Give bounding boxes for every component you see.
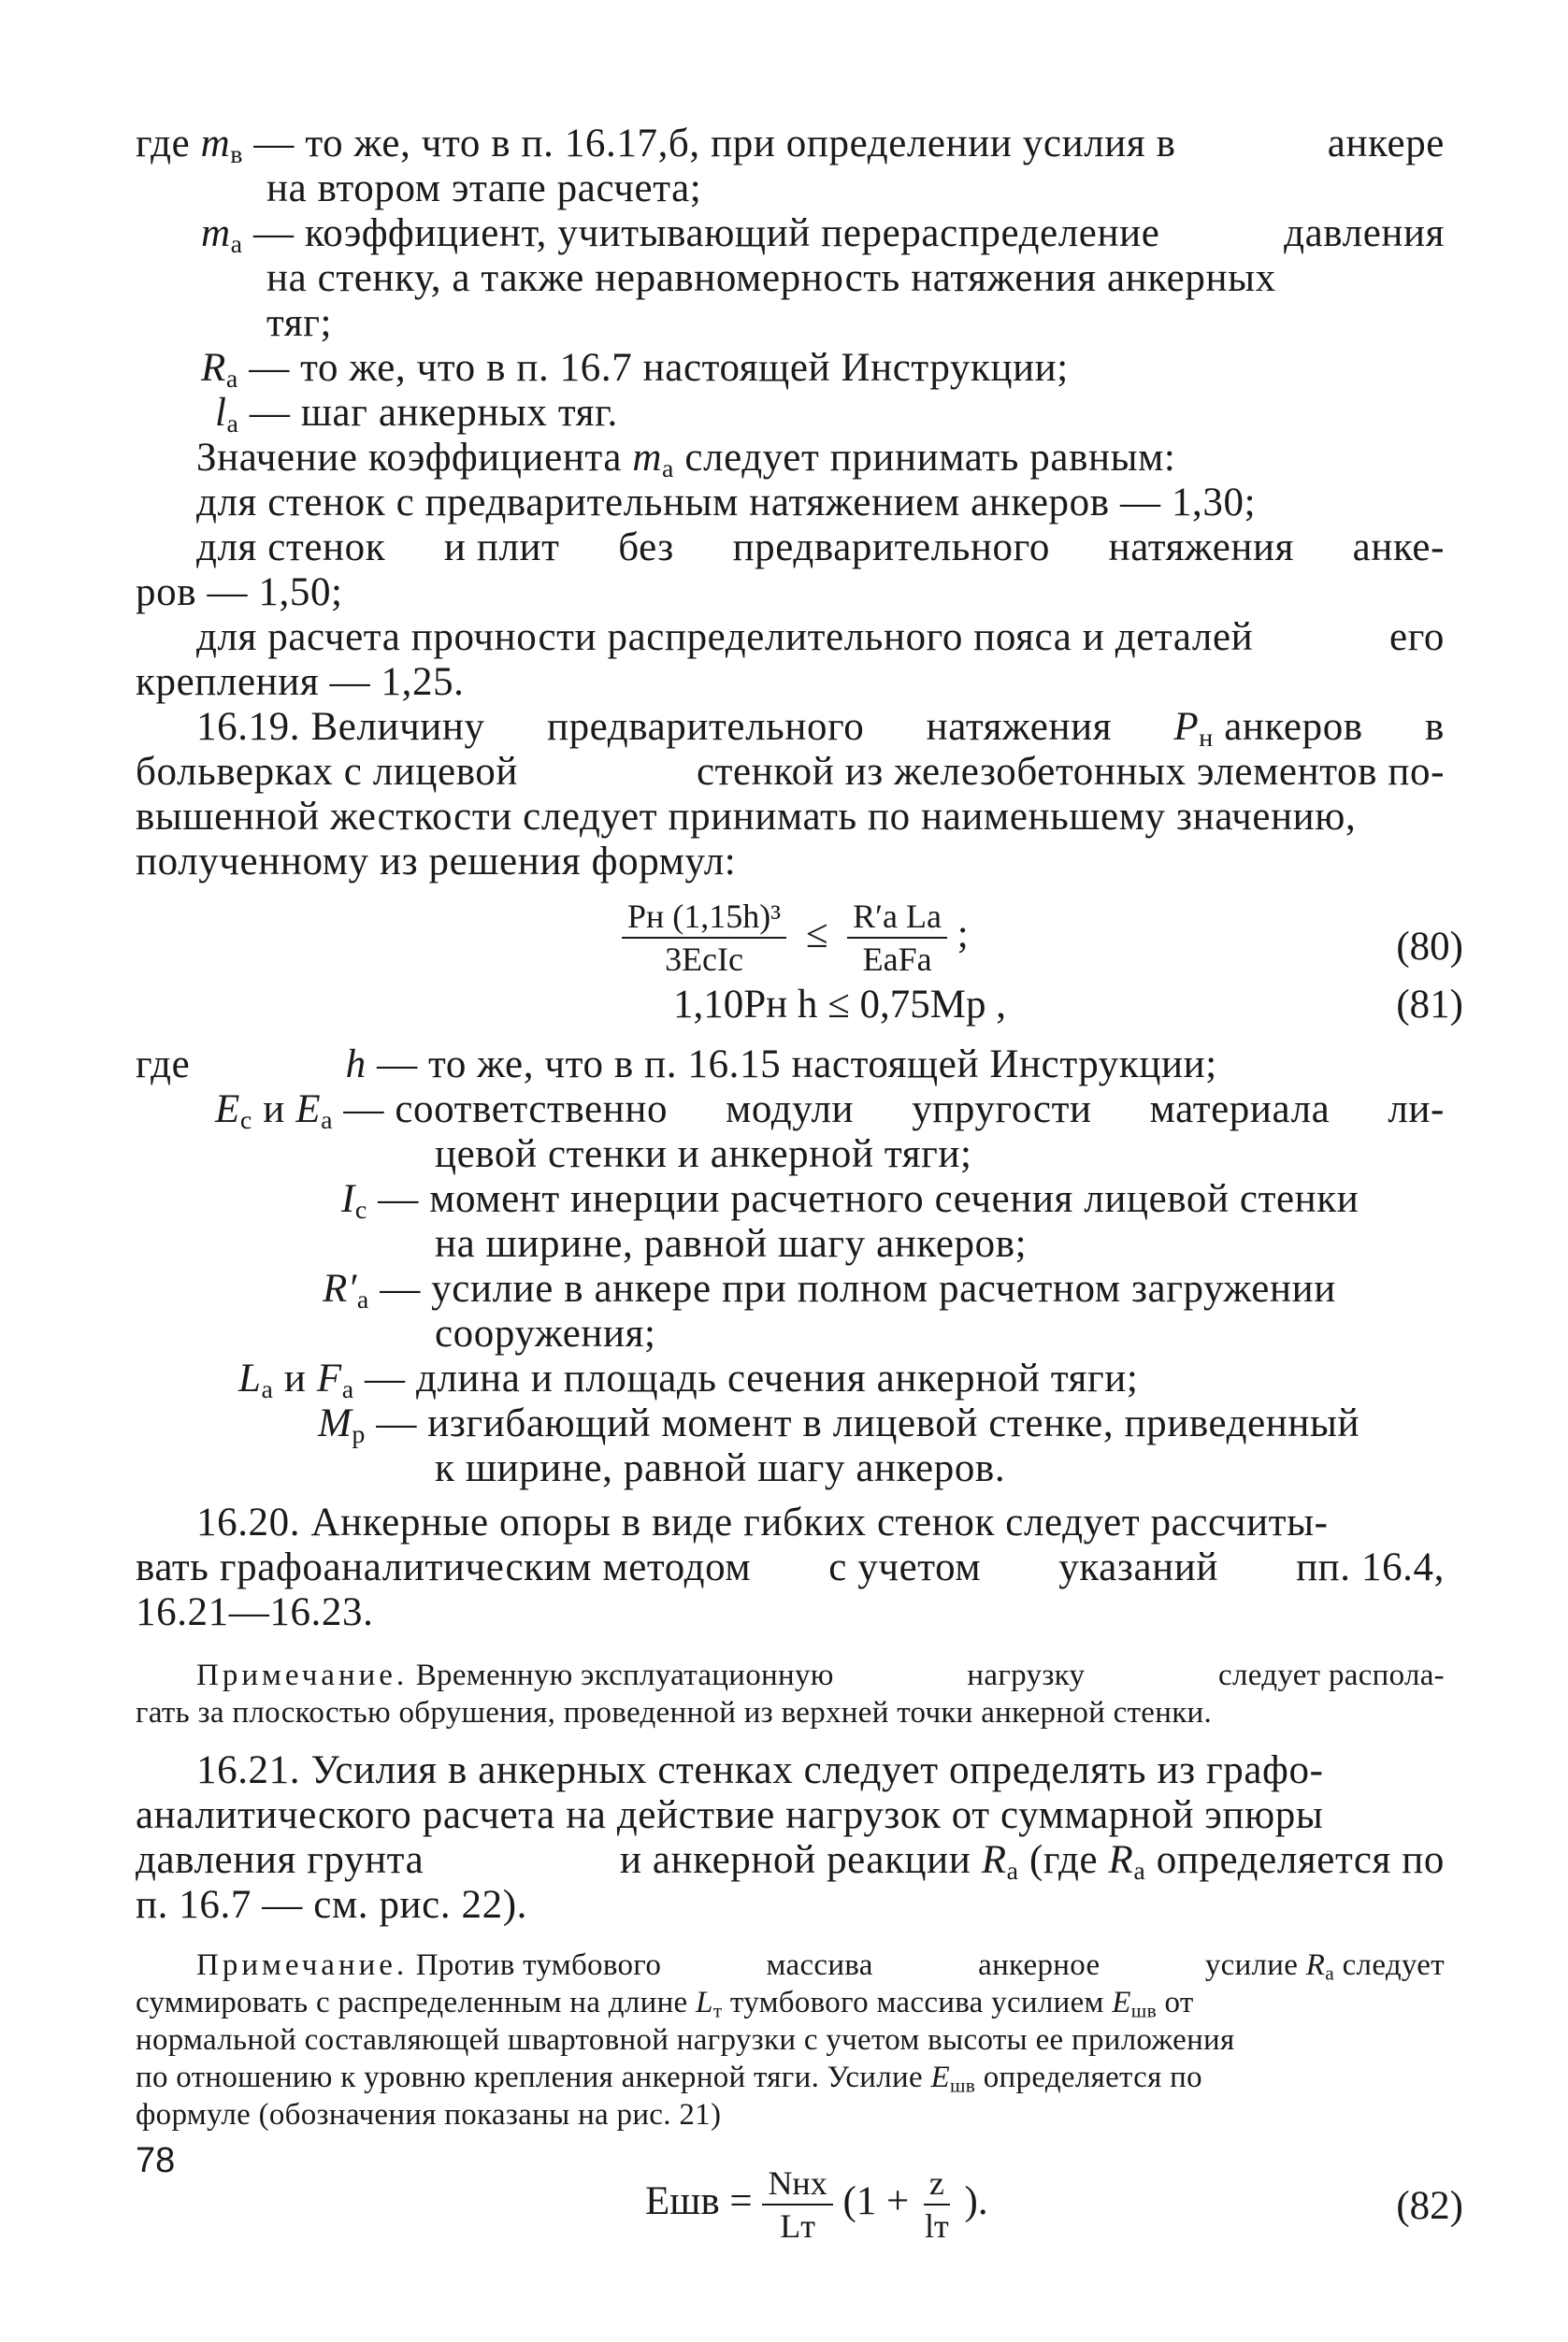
note2-label: Примечание. [196,1948,409,1982]
eq82-paren-close: ). [964,2178,988,2223]
defs1-line-2: на втором этапе расчета; [266,166,702,210]
defs1-line-4: на стенку, а также неравномерность натяжения анкерных [266,256,1276,300]
note2-line-4: по отношению к уровню крепления анкерной тяги. Усилие $E_{шв}$ определяется по [136,2061,1202,2097]
defs2-line-1: где h — то же, что в п. 16.15 настоящей Инструкции; [136,1042,1217,1086]
defs2-line-3: цевой стенки и анкерной тяги; [435,1132,972,1176]
defs2-line-4: $I_c$ — момент инерции расчетного сечения лицевой стенки [341,1177,1359,1225]
defs2-line-2: $E_c$ и $E_а$ — соответственно модули упругости материала ли- [215,1087,1445,1135]
eq80-num: Pн (1,15h)³ [622,898,786,939]
eq82-den2: lт [925,2207,949,2245]
note1-label: Примечание. [196,1659,409,1692]
eq82-fraction-2 [919,2164,955,2245]
eq82-paren-open: (1 + [842,2178,910,2223]
coef-line-3: для стенок и плит без предварительного натяжения анке- [196,525,1445,569]
eq80-fraction-left [622,898,786,978]
p1619-line-4: полученному из решения формул: [136,840,737,884]
eq82-fraction-1 [762,2164,832,2245]
eq80-relation: ≤ [805,912,828,956]
note2-line-2: суммировать с распределенным на длине $L_т$ тумбового массива усилием $E_{шв}$ от [136,1986,1194,2022]
eq82-num2: z [924,2164,950,2206]
note1-line-2: гать за плоскостью обрушения, проведенной из верхней точки анкерной стенки. [136,1696,1213,1730]
p1619-line-3: вышенной жесткости следует принимать по наименьшему значению, [136,795,1357,839]
eq80-den: 3EcIc [665,941,743,978]
eq80-tail: ; [957,912,969,956]
eq80-den2: EаFа [862,941,932,978]
p1621-line-3: давления грунта и анкерной реакции $R_а$ (где $R_а$ определяется по [136,1838,1445,1886]
p1621-line-2: аналитического расчета на действие нагрузок от суммарной эпюры [136,1793,1324,1837]
defs1-line-1: где $m_в$ — то же, что в п. 16.17,б, при определении усилия в анкере [136,122,1445,169]
equation-80 [622,898,969,978]
note2-line-5: формуле (обозначения показаны на рис. 21) [136,2098,722,2132]
equation-82 [645,2164,988,2245]
eq82-den: Lт [780,2207,815,2245]
equation-number-80: (80) [1396,925,1463,969]
defs1-line-7: $l_а$ — шаг анкерных тяг. [215,391,618,438]
coef-line-2: для стенок с предварительным натяжением анкеров — 1,30; [196,481,1257,524]
equation-number-82: (82) [1396,2184,1463,2228]
eq80-num2: R′а Lа [847,898,947,939]
p1621-line-1: 16.21. Усилия в анкерных стенках следует определять из графо- [196,1748,1324,1792]
defs1-line-5: тяг; [266,301,332,345]
defs2-line-6: $R'_а$ — усилие в анкере при полном расчетном загружении [323,1267,1336,1315]
coef-line-5: для расчета прочности распределительного пояса и деталей его [196,615,1445,659]
note1-line-1: Примечание. Временную эксплуатационную нагрузку следует распола- [196,1659,1445,1692]
defs2-line-5: на ширине, равной шагу анкеров; [435,1222,1028,1266]
p1620-line-3: 16.21—16.23. [136,1590,374,1634]
equation-81: 1,10Pн h ≤ 0,75Mp , [673,983,1007,1027]
note2-line-3: нормальной составляющей швартовной нагрузки с учетом высоты ее приложения [136,2023,1235,2057]
p1620-line-1: 16.20. Анкерные опоры в виде гибких стенок следует рассчиты- [196,1501,1329,1545]
defs2-line-7: сооружения; [435,1312,656,1356]
page-number: 78 [136,2141,176,2180]
coef-line-4: ров — 1,50; [136,570,343,614]
eq80-fraction-right [847,898,947,978]
note2-line-1: Примечание. Против тумбового массива анкерное усилие $R_а$ следует [196,1948,1445,1985]
p1619-line-1: 16.19. Величину предварительного натяжения $P_н$ анкеров в [196,705,1445,753]
p1621-line-4: п. 16.7 — см. рис. 22). [136,1883,528,1927]
eq82-num: Nнx [762,2164,832,2206]
defs2-line-9: $M_p$ — изгибающий момент в лицевой стенке, приведенный [318,1401,1360,1449]
coef-line-6: крепления — 1,25. [136,660,465,704]
defs1-line-3: $m_а$ — коэффициент, учитывающий перераспределение давления [201,211,1445,259]
p1620-line-2: вать графоаналитическим методом с учетом указаний пп. 16.4, [136,1545,1445,1589]
p1619-line-2: больверках с лицевой стенкой из железобетонных элементов по- [136,750,1445,794]
coef-line-1: Значение коэффициента $m_а$ следует принимать равным: [196,436,1176,483]
defs2-line-8: $L_а$ и $F_а$ — длина и площадь сечения анкерной тяги; [238,1357,1139,1404]
defs2-line-10: к ширине, равной шагу анкеров. [435,1446,1006,1490]
equation-number-81: (81) [1396,983,1463,1027]
eq82-lhs: Eшв = [645,2178,753,2223]
defs1-line-6: $R_а$ — то же, что в п. 16.7 настоящей Инструкции; [201,346,1069,394]
